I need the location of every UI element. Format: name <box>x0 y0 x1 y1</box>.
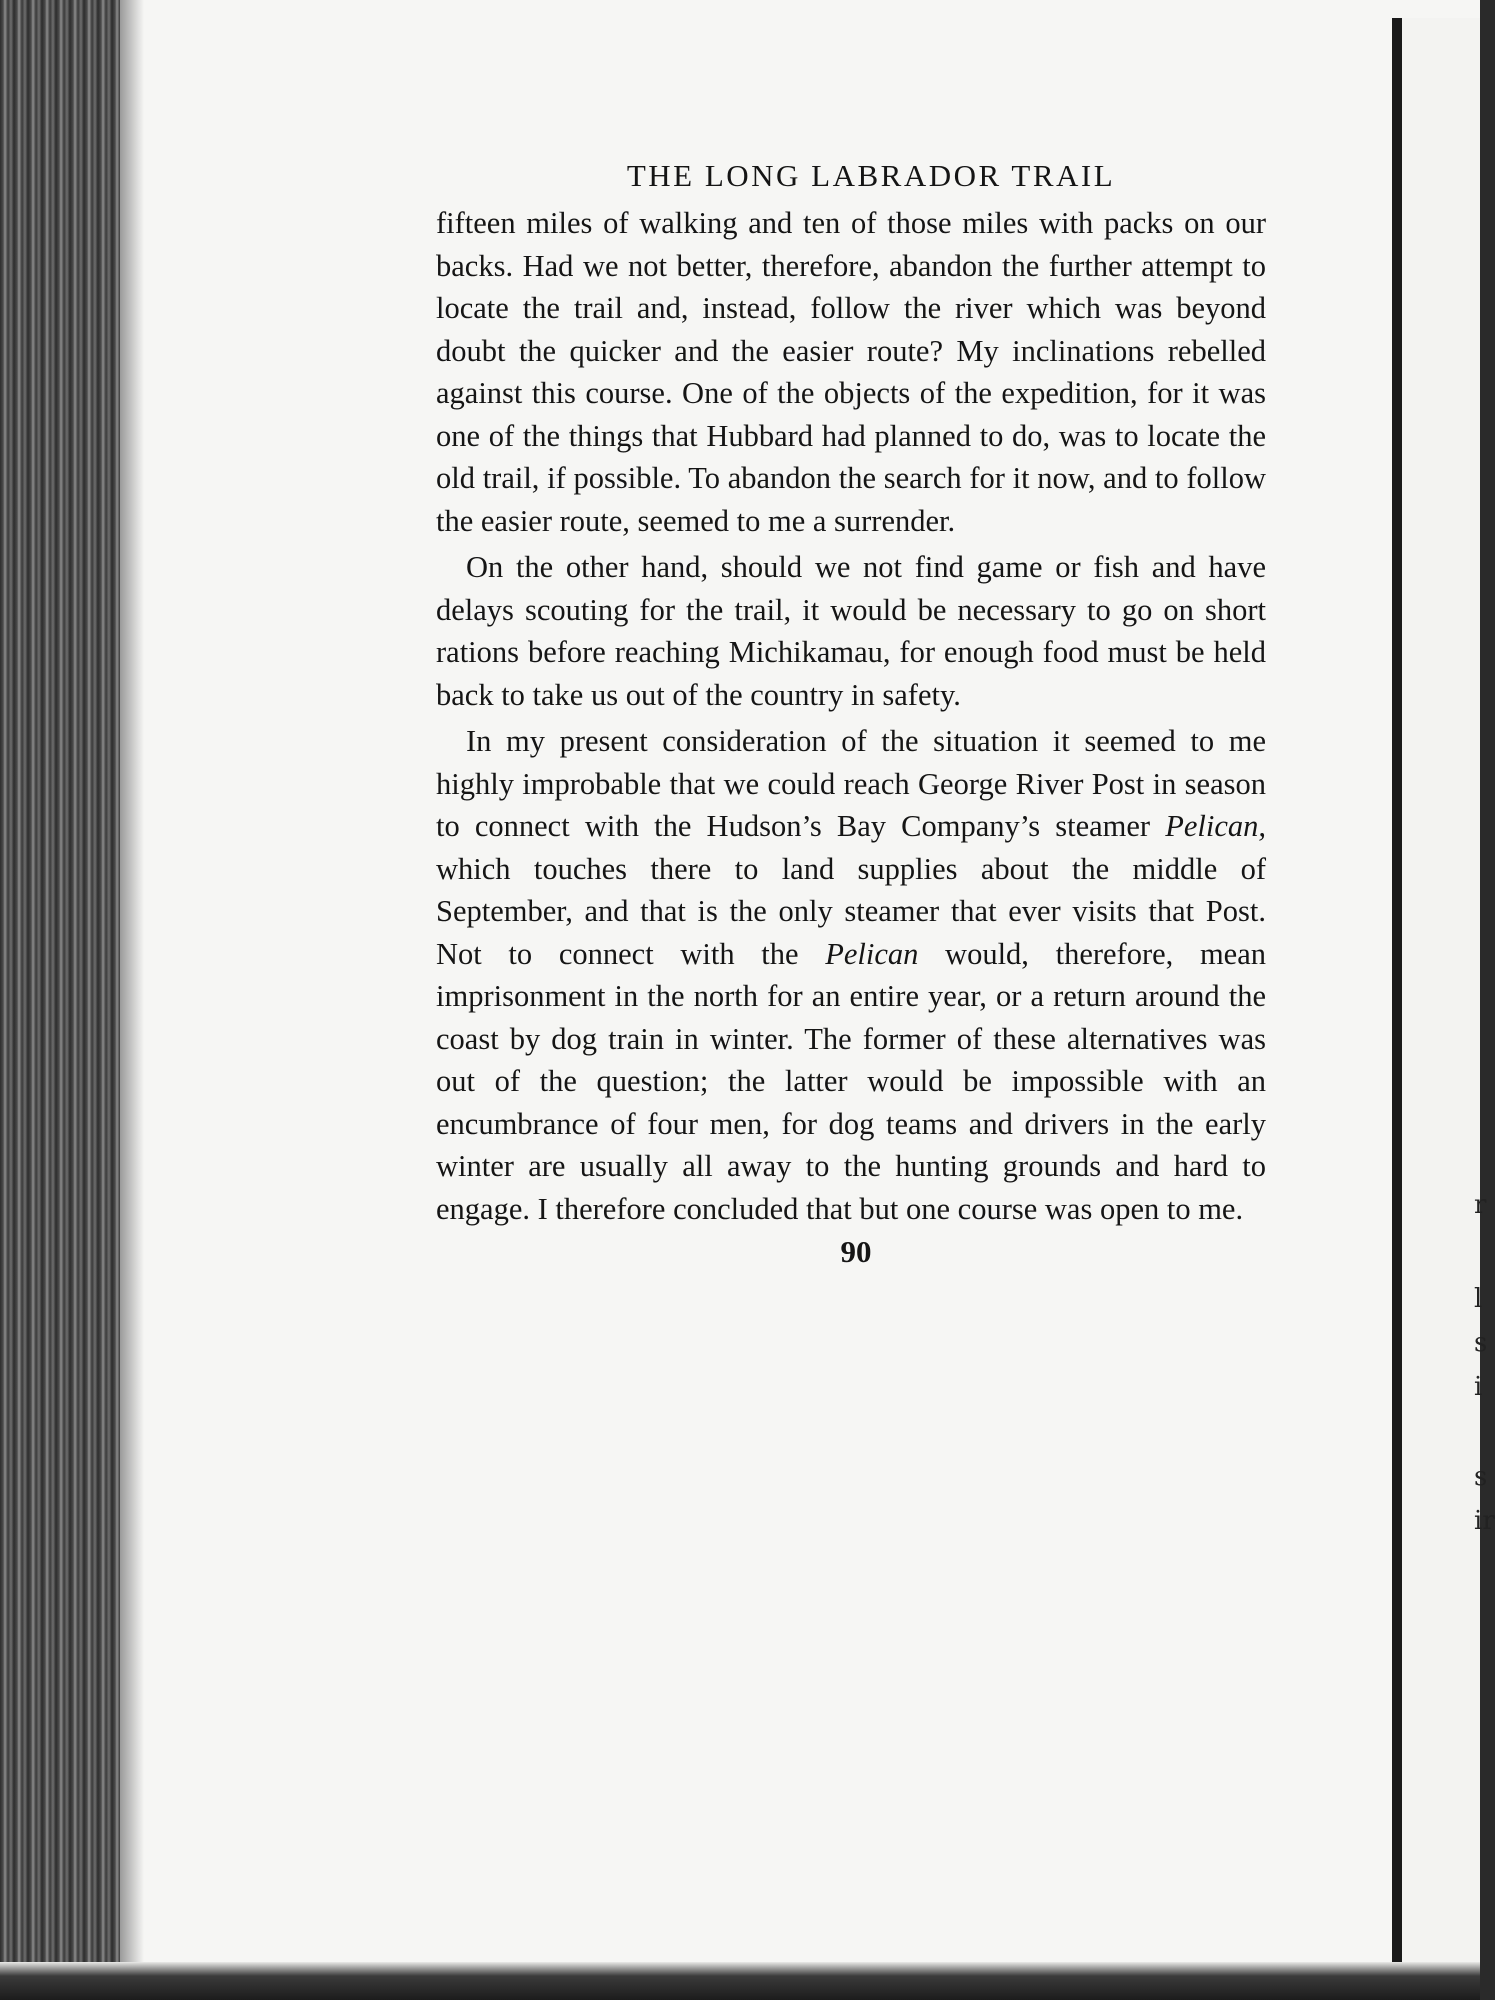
paragraph <box>436 202 1266 542</box>
body-text <box>436 202 1266 1230</box>
text-run: would, therefore, mean imprisonment in the north for an entire year, or a return around the coast by dog train in winter. The former of these alternatives was out of the question; the latter would be impossible with an encumbrance of four men, for dog teams and drivers in the early winter are usually all away to the hunting grounds and hard to engage. I therefore concluded that but one course was open to me. <box>436 936 1267 1226</box>
facing-page-fragment: s <box>1474 1328 1488 1358</box>
text-run: fifteen miles of walking and ten of those miles with packs on our backs. Had we not better, therefore, abandon the further attempt to locate the trail and, instead, follow the river which was beyond doubt the quicker and the easier route? My inclinations rebelled against this course. One of the objects of the expedition, for it was one of the things that Hubbard had planned to do, was to locate the old trail, if possible. To abandon the search for it now, and to follow the easier route, seemed to me a surrender. <box>436 206 1266 538</box>
facing-page-fragment: l <box>1474 1284 1483 1314</box>
paragraph <box>436 546 1266 716</box>
paragraph <box>436 720 1266 1230</box>
bottom-edge <box>0 1962 1480 2000</box>
text-run: On the other hand, should we not find game or fish and have delays scouting for the trail, it would be necessary to go on short rations before reaching Michikamau, for enough food must be held back to take us out of the country in safety. <box>436 550 1266 712</box>
text-run: In my present consideration of the situation it seemed to me highly improbable that we could reach George River Post in season to connect with the Hudson’s Bay Company’s steamer <box>436 724 1266 843</box>
page-number: 90 <box>840 1234 872 1269</box>
binding-shadow <box>120 0 144 2000</box>
facing-page-edge <box>1392 18 1495 1968</box>
facing-page-fragment: i <box>1474 1372 1483 1402</box>
facing-page-fragment: ir <box>1474 1506 1495 1536</box>
facing-page-fragment: s <box>1474 1462 1488 1492</box>
page-stack-edge <box>0 0 120 2000</box>
facing-page-fragment: r <box>1474 1190 1487 1220</box>
italic-text: Pelican <box>825 936 919 971</box>
running-head: THE LONG LABRADOR TRAIL <box>626 158 1116 193</box>
italic-text: Pelican, <box>1165 809 1266 843</box>
book-page <box>436 158 1266 1270</box>
text-run: which touches there to land supplies about the middle of September, and that is the only steamer that ever visits that Post. Not to connect with the <box>436 851 1266 971</box>
